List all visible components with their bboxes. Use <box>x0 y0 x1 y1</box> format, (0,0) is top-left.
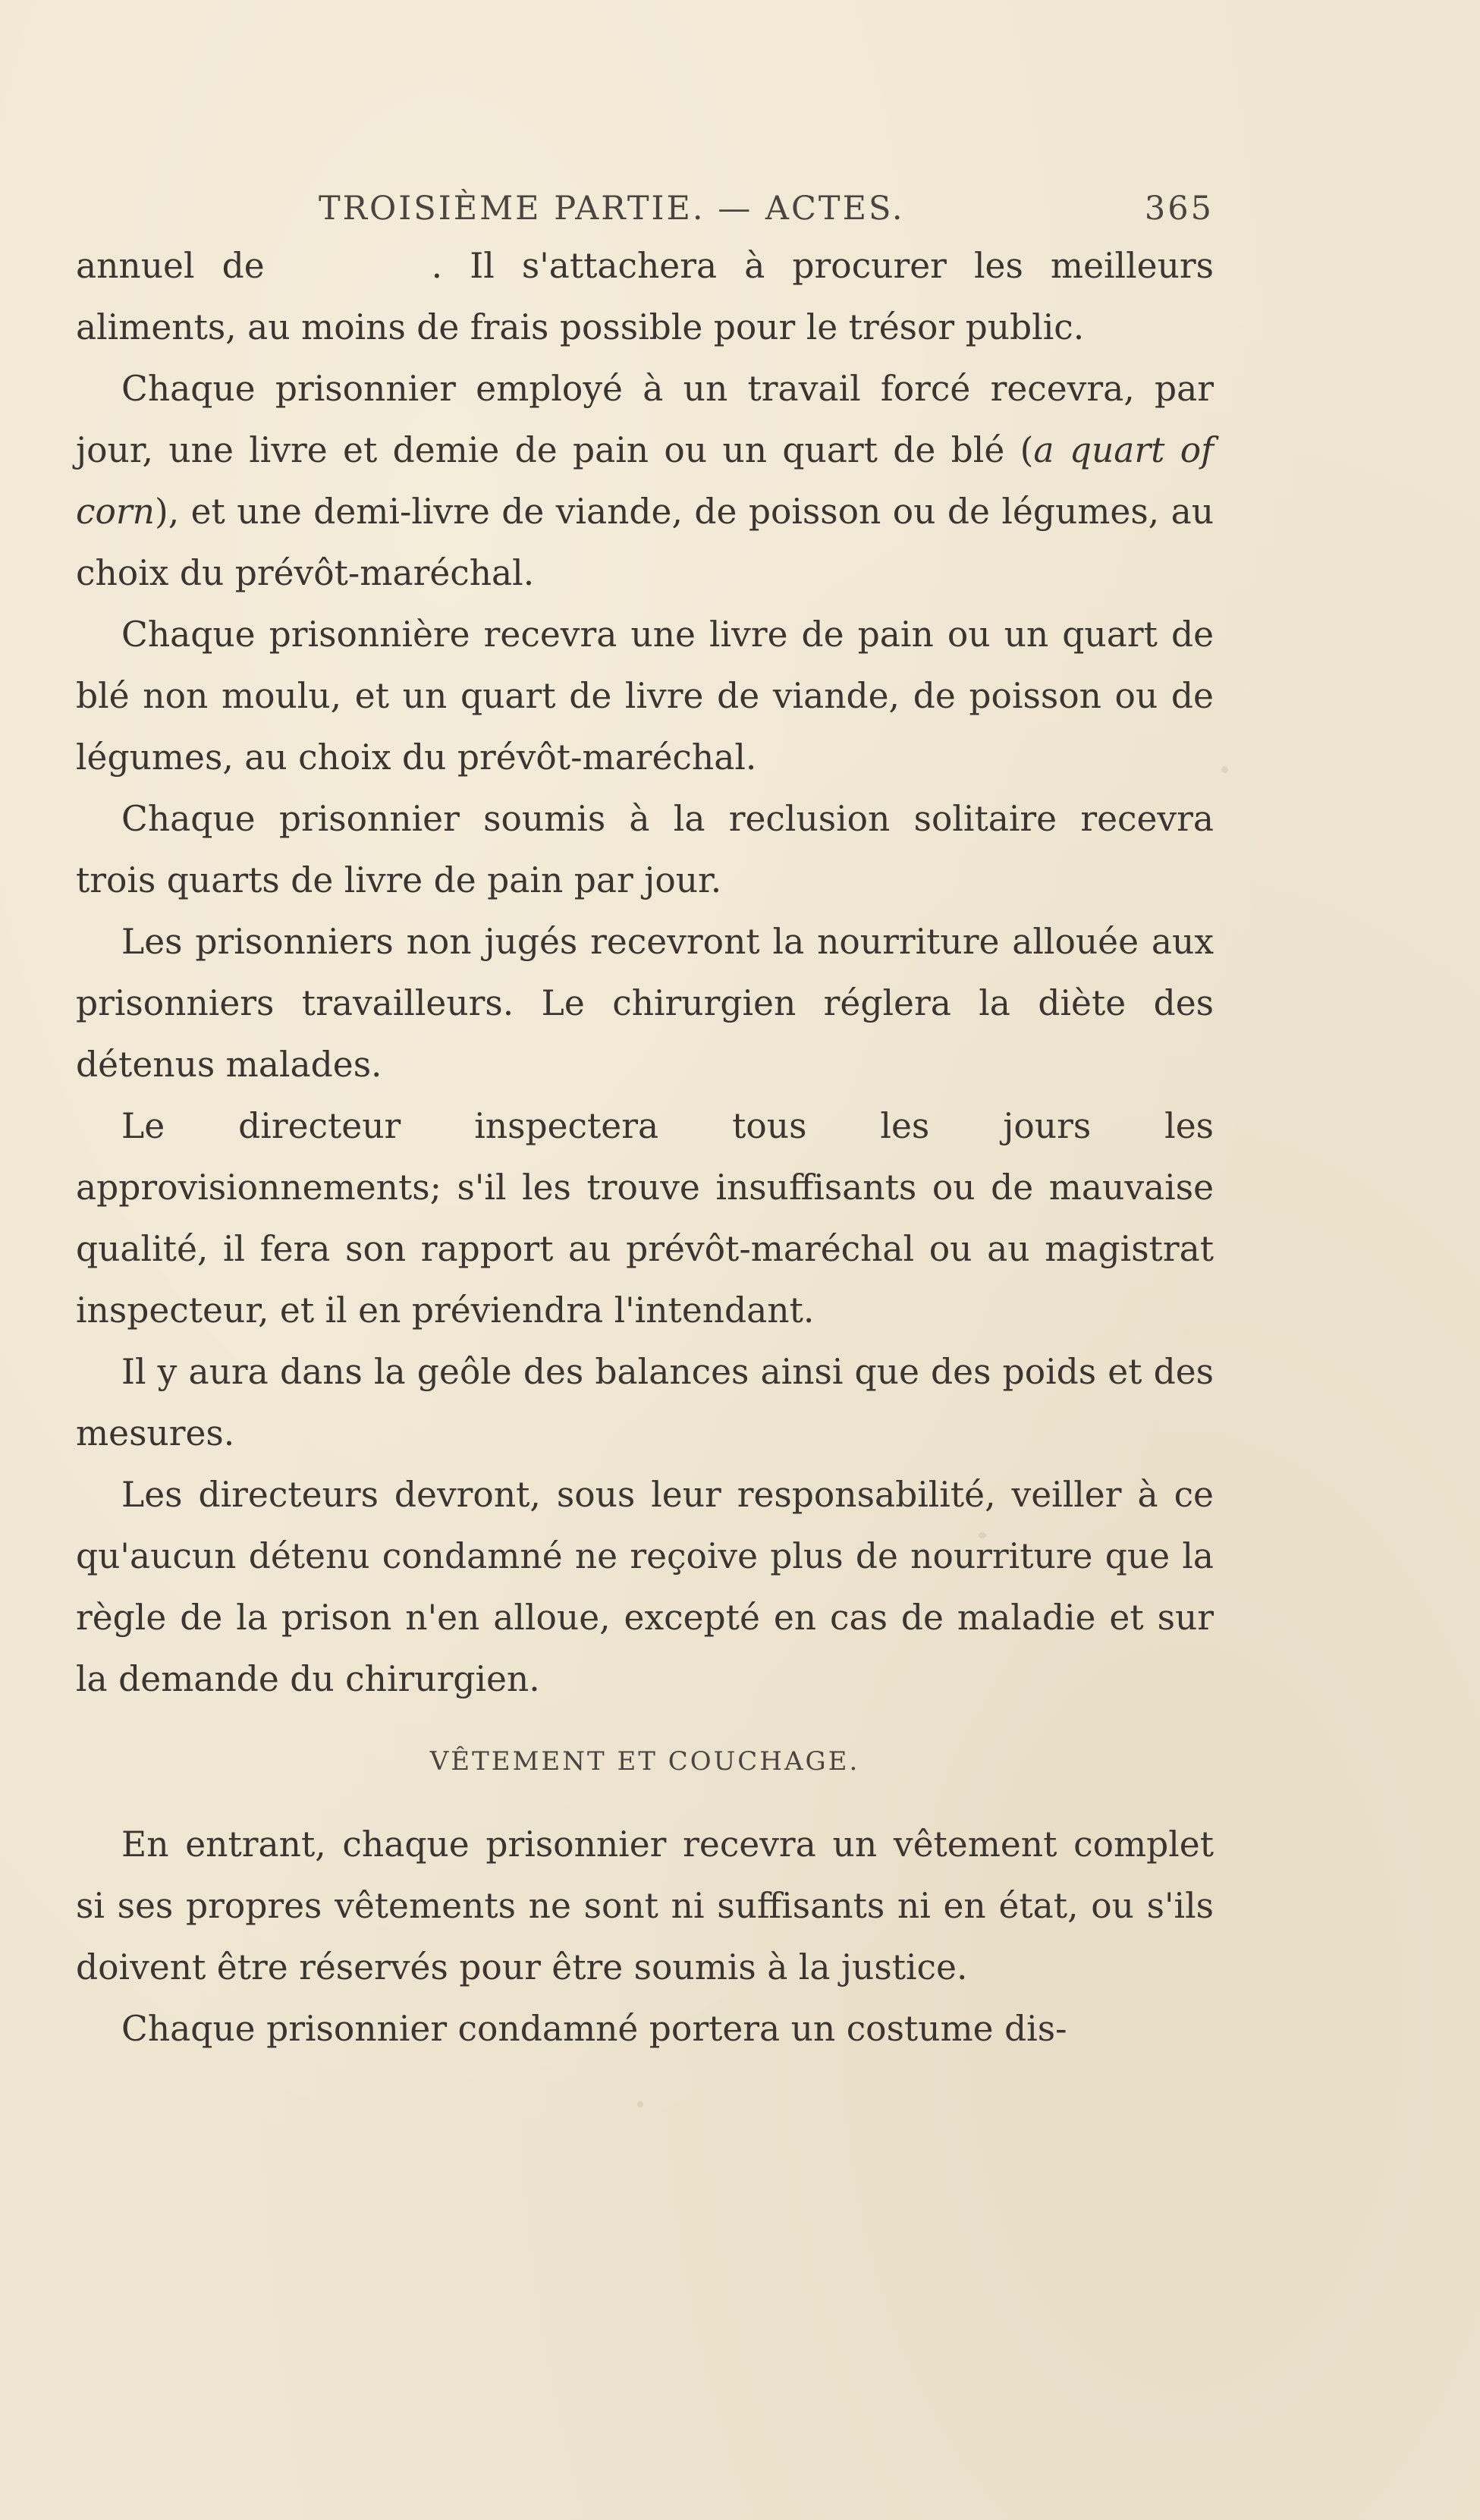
paragraph-1-start: annuel de <box>76 246 265 286</box>
paragraph-5: Les prisonniers non jugés recevront la nourriture allouée aux prisonniers travailleurs. Le chirurgien réglera la diète des détenus malades. <box>76 922 1214 1085</box>
paragraph-2 <box>76 358 1214 604</box>
paragraph-1-end: . Il s'attachera à procurer les meilleurs aliments, au moins de frais possible pour le trésor public. <box>76 246 1214 347</box>
running-head-title: TROISIÈME PARTIE. — ACTES. <box>319 190 905 228</box>
paragraph-4: Chaque prisonnier soumis à la reclusion solitaire recevra trois quarts de livre de pain par jour. <box>76 799 1214 900</box>
paragraph-10: Chaque prisonnier condamné portera un costume dis- <box>121 2009 1067 2049</box>
section-heading: VÊTEMENT ET COUCHAGE. <box>429 1746 860 1777</box>
paragraph-3: Chaque prisonnière recevra une livre de pain ou un quart de blé non moulu, et un quart de livre de viande, de poisson ou de légumes, au choix du prévôt-maréchal. <box>76 614 1214 778</box>
body-text-2 <box>76 1814 1214 2060</box>
paragraph-6: Le directeur inspectera tous les jours les approvisionnements; s'il les trouve insuffisants ou de mauvaise qualité, il fera son rapport au prévôt-maréchal ou au magistrat inspecteur, et il en préviendra l'intendant. <box>76 1106 1214 1331</box>
running-head <box>76 182 1214 235</box>
paragraph-9: En entrant, chaque prisonnier recevra un vêtement complet si ses propres vêtements ne sont ni suffisants ni en état, ou s'ils doivent être réservés pour être soumis à la justice. <box>76 1824 1214 1987</box>
paper-spot <box>1221 766 1228 773</box>
paragraph-1 <box>76 235 1214 358</box>
paper-spot <box>637 2101 643 2107</box>
paragraph-2-italic: a quart of corn <box>76 430 1214 532</box>
page-number: 365 <box>1144 190 1214 228</box>
text-block <box>76 182 1214 2060</box>
body-text <box>76 235 1214 1710</box>
paragraph-2-part2: ), et une demi-livre de viande, de poisson ou de légumes, au choix du prévôt-maréchal. <box>76 492 1214 593</box>
paragraph-7: Il y aura dans la geôle des balances ainsi que des poids et des mesures. <box>76 1352 1214 1453</box>
paragraph-2-part1: Chaque prisonnier employé à un travail forcé recevra, par jour, une livre et demie de pain ou un quart de blé ( <box>76 369 1214 470</box>
paragraph-8: Les directeurs devront, sous leur responsabilité, veiller à ce qu'aucun détenu condamné ne reçoive plus de nourriture que la règle de la prison n'en alloue, excepté en cas de maladie et sur la demande du chirurgien. <box>76 1475 1214 1699</box>
